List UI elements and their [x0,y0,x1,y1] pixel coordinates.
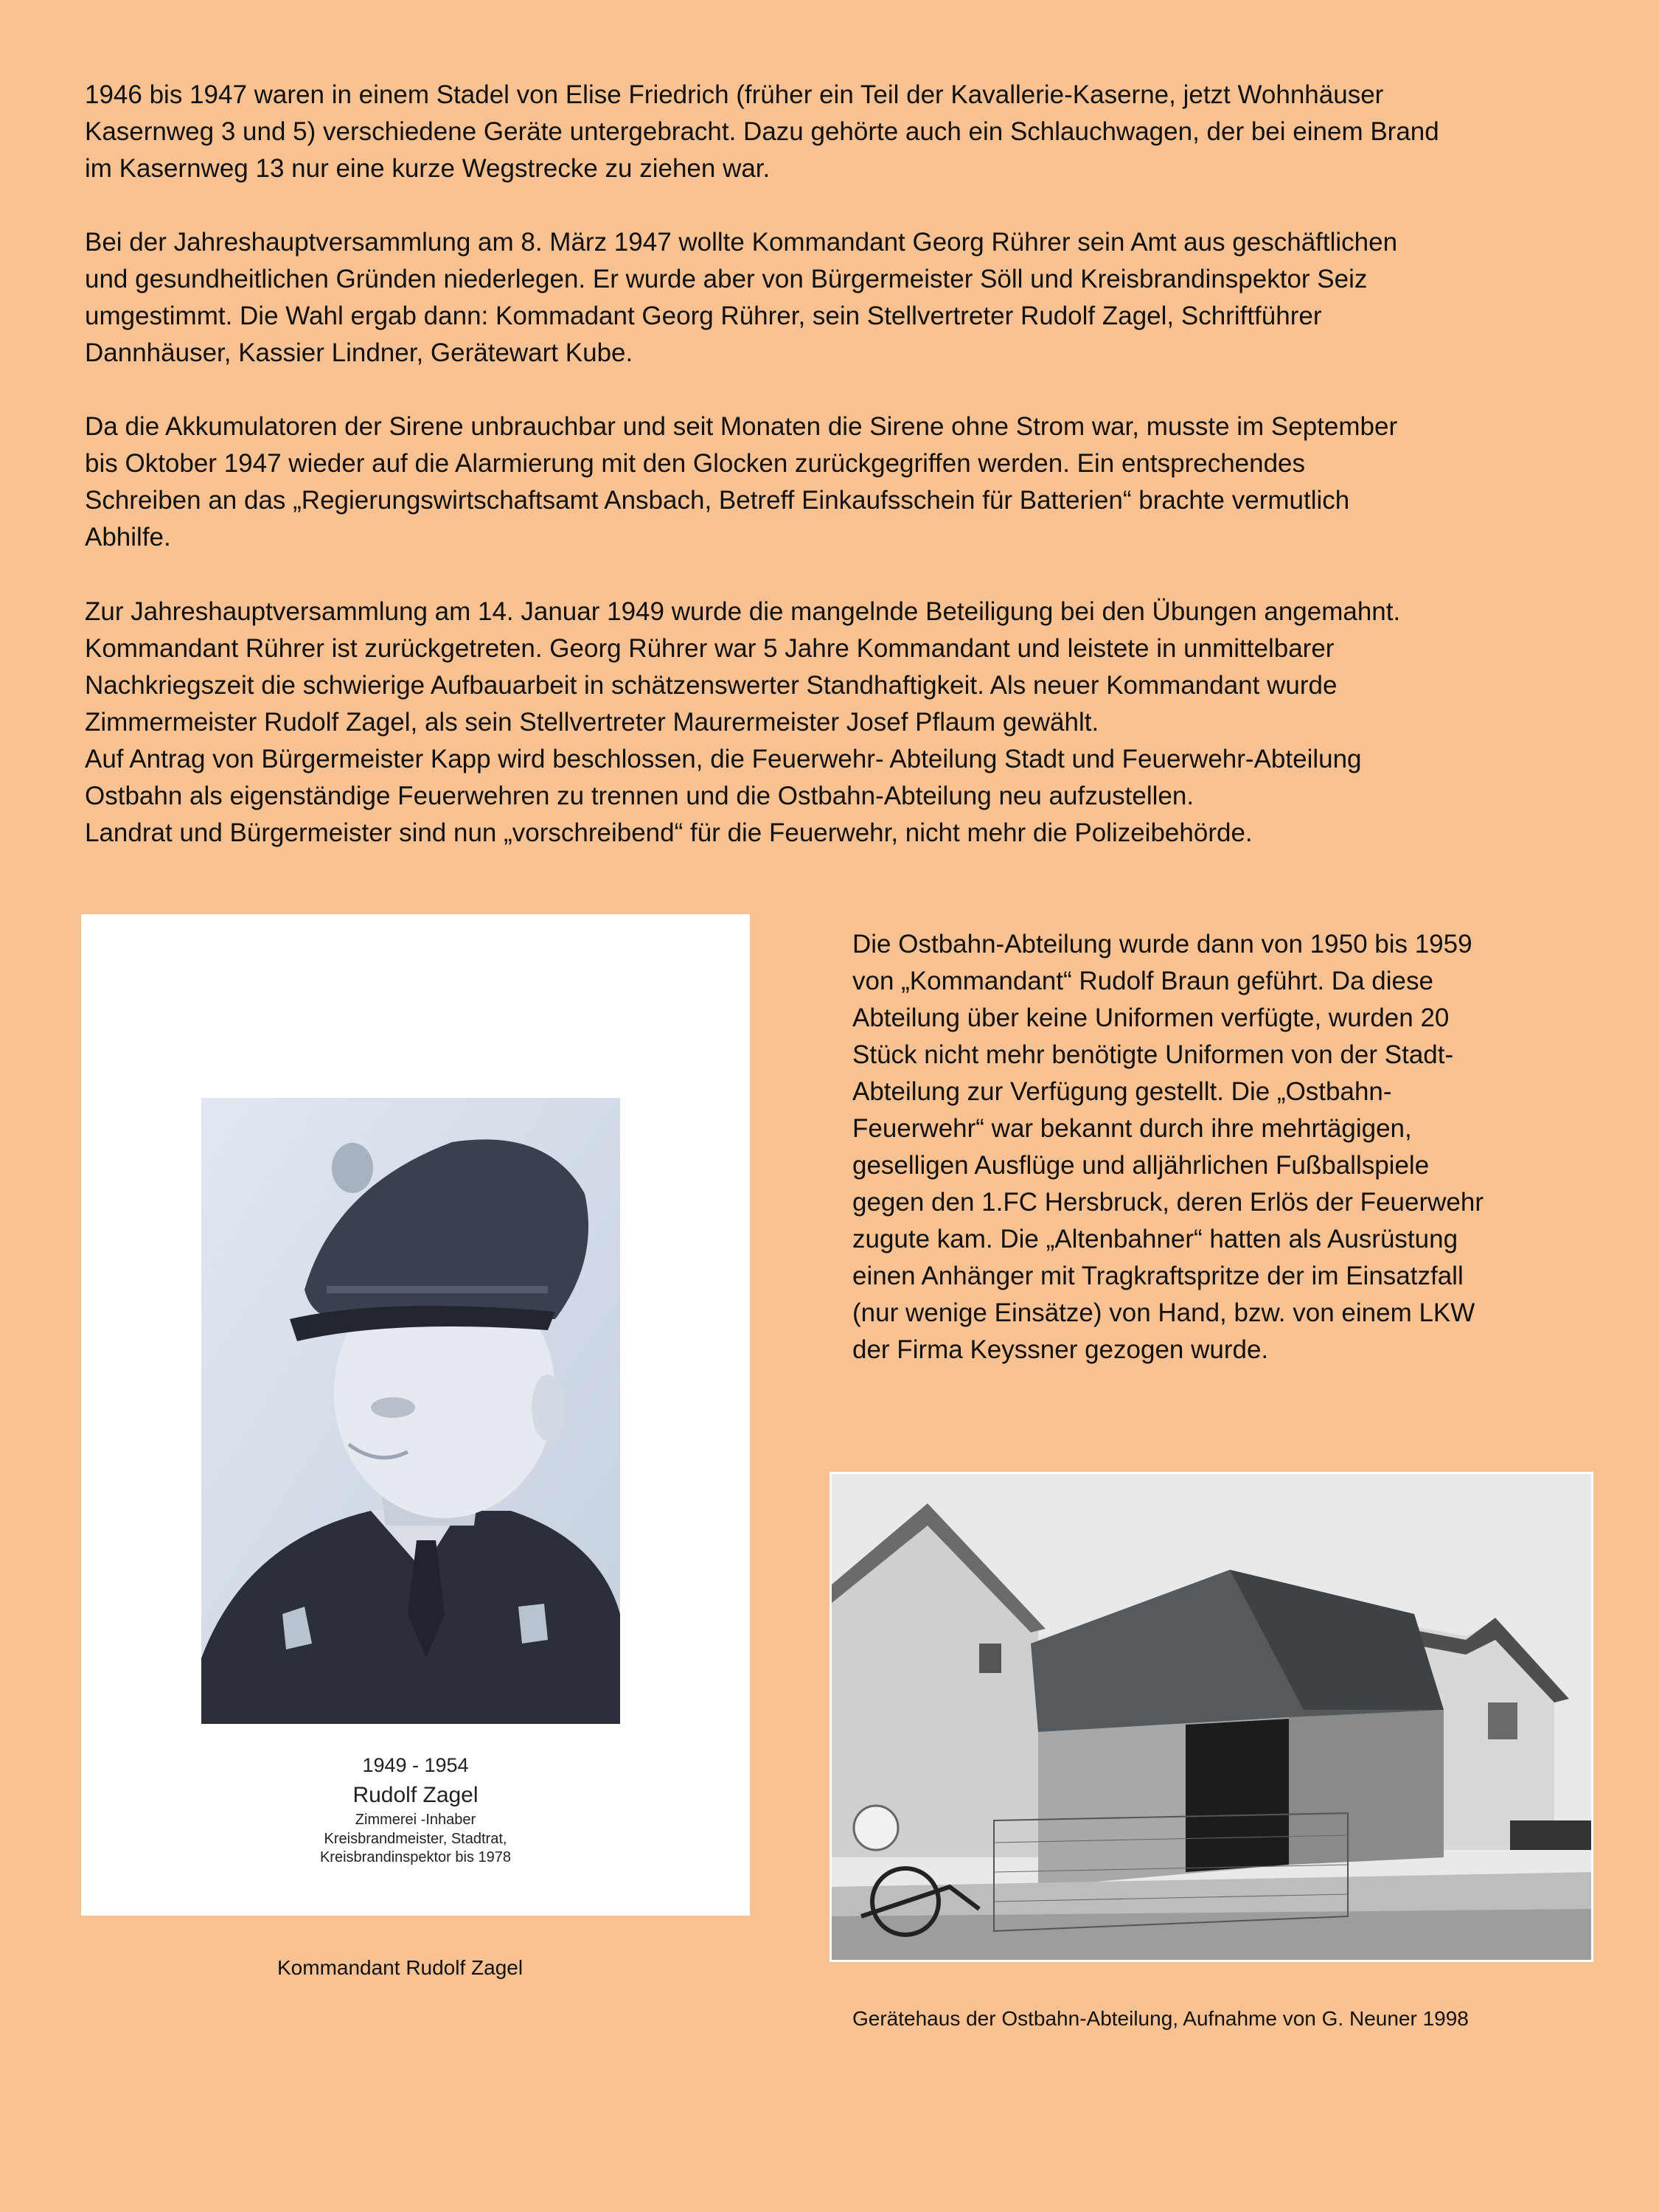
house-illustration [832,1474,1591,1960]
paragraph-meeting-1947: Bei der Jahreshauptversammlung am 8. März 1947 wollte Kommandant Georg Rührer sein Amt aus geschäftlichen und gesundheitlichen Gründen niederlegen. Er wurde aber von Bürgermeister Söll und Kreisbrandinspektor Seiz umgestimmt. Die Wahl ergab dann: Kommadant Georg Rührer, sein Stellvertreter Rudolf Zagel, Schriftführer Dannhäuser, Kassier Lindner, Gerätewart Kube. [85,228,1398,367]
portrait-card [81,914,750,1916]
portrait-name: Rudolf Zagel [352,1783,479,1807]
portrait-years: 1949 - 1954 [362,1754,469,1776]
portrait-caption: Kommandant Rudolf Zagel [277,1956,524,1979]
paragraph-sirens-1947: Da die Akkumulatoren der Sirene unbrauchbar und seit Monaten die Sirene ohne Strom war, musste im September bis Oktober 1947 wieder auf die Alarmierung mit den Glocken zurückgegriffen werden. Ein entsprechendes Schreiben an das „Regierungswirtschaftsamt Ansbach, Betreff Einkaufsschein für Batterien“ brachte vermutlich Abhilfe. [85,412,1398,552]
portrait-photo [201,1098,620,1724]
portrait-illustration [201,1098,620,1724]
portrait-line-2: Kreisbrandmeister, Stadtrat, [324,1831,507,1847]
portrait-line-1: Zimmerei -Inhaber [355,1812,476,1828]
portrait-line-3: Kreisbrandinspektor bis 1978 [319,1849,512,1865]
paragraph-storage-1946: 1946 bis 1947 waren in einem Stadel von Elise Friedrich (früher ein Teil der Kavallerie-Kaserne, jetzt Wohnhäuser Kasernweg 3 und 5) verschiedene Geräte untergebracht. Dazu gehörte auch ein Schlauchwagen, der bei einem Brand im Kasernweg 13 nur eine kurze Wegstrecke zu ziehen war. [85,80,1439,183]
paragraph-ostbahn: Die Ostbahn-Abteilung wurde dann von 1950 bis 1959 von „Kommandant“ Rudolf Braun geführt. Da diese Abteilung über keine Uniformen verfügte, wurden 20 Stück nicht mehr benötigte Uniformen von der Stadt- Abteilung zur Verfügung gestellt. Die „Ostbahn- Feuerwehr“ war bekannt durch ihre mehrtägigen, geselligen Ausflüge und alljährlichen Fußballspiele gegen den 1.FC Hersbruck, deren Erlös der Feuerwehr zugute kam. Die „Altenbahner“ hatten als Ausrüstung einen Anhänger mit Tragkraftspritze der im Einsatzfall (nur wenige Einsätze) von Hand, bzw. von einem LKW der Firma Keyssner gezogen wurde. [852,930,1484,1364]
house-caption: Gerätehaus der Ostbahn-Abteilung, Aufnahme von G. Neuner 1998 [852,2007,1469,2030]
paragraph-meeting-1949: Zur Jahreshauptversammlung am 14. Januar 1949 wurde die mangelnde Beteiligung bei den Übungen angemahnt. Kommandant Rührer ist zurückgetreten. Georg Rührer war 5 Jahre Kommandant und leistete in unmittelbarer Nachkriegszeit die schwierige Aufbauarbeit in schätzenswerter Standhaftigkeit. Als neuer Kommandant wurde Zimmermeister Rudolf Zagel, als sein Stellvertreter Maurermeister Josef Pflaum gewählt. Auf Antrag von Bürgermeister Kapp wird beschlossen, die Feuerwehr- Abteilung Stadt und Feuerwehr-Abteilung Ostbahn als eigenständige Feuerwehren zu trennen und die Ostbahn-Abteilung neu aufzustellen. Landrat und Bürgermeister sind nun „vorschreibend“ für die Feuerwehr, nicht mehr die Polizeibehörde. [85,597,1401,847]
house-photo [832,1474,1591,1960]
